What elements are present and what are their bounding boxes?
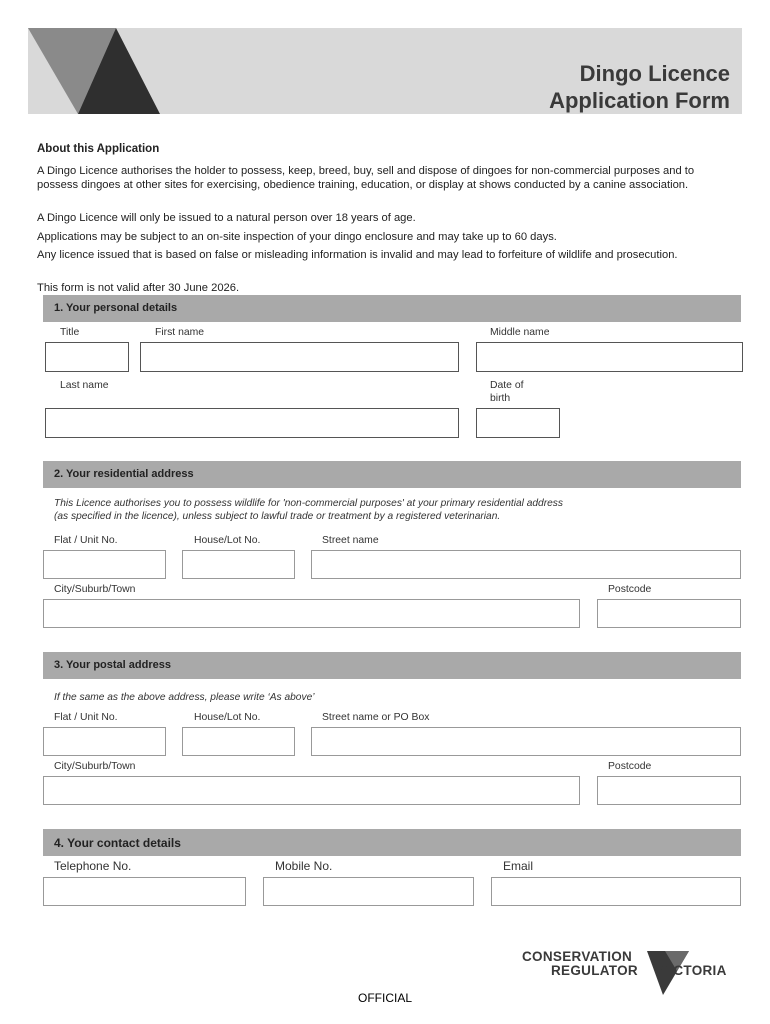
header-banner — [28, 28, 742, 114]
residential-city-input[interactable] — [43, 599, 580, 628]
about-paragraph-3: Applications may be subject to an on-site inspection of your dingo enclosure and may take up to 60 days. — [37, 231, 557, 243]
last-name-label: Last name — [60, 380, 109, 391]
about-heading: About this Application — [37, 143, 160, 155]
residential-house-input[interactable] — [182, 550, 295, 579]
about-paragraph-5: This form is not valid after 30 June 2026. — [37, 282, 240, 294]
postal-city-input[interactable] — [43, 776, 580, 805]
section-personal-heading: 1. Your personal details — [54, 302, 178, 314]
postal-street-input[interactable] — [311, 727, 741, 756]
dob-input[interactable] — [476, 408, 560, 438]
logo-text-conservation: CONSERVATION — [522, 949, 633, 964]
telephone-label: Telephone No. — [54, 859, 132, 873]
residential-house-label: House/Lot No. — [194, 535, 261, 546]
postal-postcode-input[interactable] — [597, 776, 741, 805]
postal-city-label: City/Suburb/Town — [54, 761, 136, 772]
mobile-label: Mobile No. — [275, 859, 333, 873]
about-paragraph-4: Any licence issued that is based on false or misleading information is invalid and may lead to forfeiture of wildlife and prosecution. — [37, 249, 678, 261]
section-contact-header — [43, 829, 741, 856]
first-name-input[interactable] — [140, 342, 459, 372]
section-postal-heading: 3. Your postal address — [54, 659, 171, 671]
dob-label-line-1: Date of — [490, 380, 524, 391]
first-name-label: First name — [155, 327, 205, 338]
logo-text-victoria: VICTORIA — [660, 963, 727, 978]
middle-name-label: Middle name — [490, 327, 550, 338]
telephone-input[interactable] — [43, 877, 246, 906]
about-paragraph-1: A Dingo Licence authorises the holder to possess, keep, breed, buy, sell and dispose of dingoes for non-commercial purposes and to possess dingoes at other sites for exercising, obedience training, education, or display at shows conducted by a canine association. — [37, 165, 695, 191]
email-input[interactable] — [491, 877, 741, 906]
postal-flat-input[interactable] — [43, 727, 166, 756]
email-label: Email — [503, 859, 534, 873]
about-paragraph-2: A Dingo Licence will only be issued to a natural person over 18 years of age. — [37, 212, 416, 224]
middle-name-input[interactable] — [476, 342, 743, 372]
postal-house-input[interactable] — [182, 727, 295, 756]
section-personal-header — [43, 295, 741, 322]
title-label: Title — [60, 327, 80, 338]
title-input[interactable] — [45, 342, 129, 372]
residential-postcode-label: Postcode — [608, 584, 652, 595]
classification-label: OFFICIAL — [357, 991, 412, 1005]
section-residential-heading: 2. Your residential address — [54, 468, 194, 480]
mobile-input[interactable] — [263, 877, 474, 906]
dob-label-line-2: birth — [490, 392, 511, 404]
postal-note: If the same as the above address, please write ‘As above’ — [54, 692, 315, 703]
residential-city-label: City/Suburb/Town — [54, 584, 136, 595]
postal-flat-label: Flat / Unit No. — [54, 712, 118, 723]
residential-flat-label: Flat / Unit No. — [54, 535, 118, 546]
postal-postcode-label: Postcode — [608, 761, 652, 772]
residential-street-label: Street name — [322, 535, 379, 546]
page-title — [549, 60, 730, 114]
title-line-1: Dingo Licence — [579, 61, 730, 86]
residential-note-line-1: This Licence authorises you to possess wildlife for 'non-commercial purposes' at your primary residential address — [54, 498, 563, 509]
residential-note-line-2: (as specified in the licence), unless subject to lawful trade or treatment by a registered veterinarian. — [54, 511, 501, 522]
residential-postcode-input[interactable] — [597, 599, 741, 628]
postal-house-label: House/Lot No. — [194, 712, 261, 723]
section-contact-heading: 4. Your contact details — [54, 836, 181, 850]
residential-note — [54, 497, 674, 523]
residential-street-input[interactable] — [311, 550, 741, 579]
residential-flat-input[interactable] — [43, 550, 166, 579]
section-residential-header — [43, 461, 741, 488]
logo-text-regulator: REGULATOR — [551, 963, 638, 978]
last-name-input[interactable] — [45, 408, 459, 438]
title-line-2: Application Form — [549, 88, 730, 113]
dob-label — [490, 380, 524, 405]
postal-street-label: Street name or PO Box — [322, 712, 430, 723]
section-postal-header — [43, 652, 741, 679]
